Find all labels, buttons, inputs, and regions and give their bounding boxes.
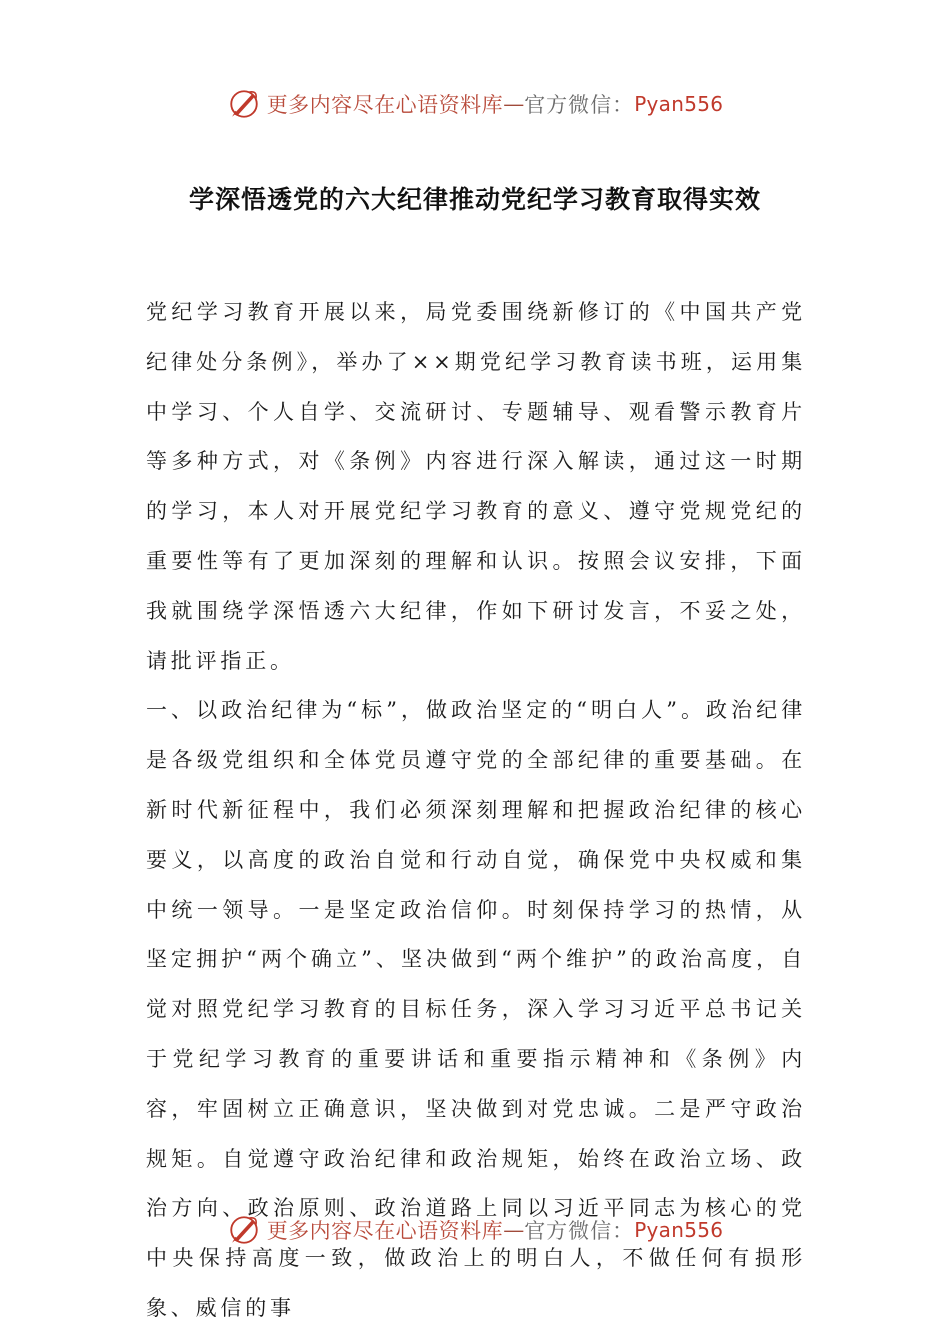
watermark-wechat-label: 官方微信： xyxy=(524,1219,635,1243)
watermark-site-name: 更多内容尽在心语资料库 xyxy=(266,93,504,117)
footer-watermark xyxy=(0,1208,950,1252)
watermark-dash: — xyxy=(503,1218,525,1242)
watermark-site-name: 更多内容尽在心语资料库 xyxy=(266,1219,504,1243)
watermark-wechat-id: Pyan556 xyxy=(634,1218,724,1242)
watermark-wechat-id: Pyan556 xyxy=(634,92,724,116)
header-watermark xyxy=(0,82,950,126)
paragraph-intro: 党纪学习教育开展以来，局党委围绕新修订的《中国共产党纪律处分条例》，举办了××期党纪学习教育读书班，运用集中学习、个人自学、交流研讨、专题辅导、观看警示教育片等多种方式，对《条例》内容进行深入解读，通过这一时期的学习，本人对开展党纪学习教育的意义、遵守党规党纪的重要性等有了更加深刻的理解和认识。按照会议安排，下面我就围绕学深悟透六大纪律，作如下研讨发言，不妥之处，请批评指正。 xyxy=(146,300,806,673)
document-body xyxy=(146,288,806,1334)
quill-pen-logo-icon xyxy=(227,1213,261,1247)
document-title: 学深悟透党的六大纪律推动党纪学习教育取得实效 xyxy=(188,185,761,214)
watermark-dash: — xyxy=(503,92,525,116)
quill-pen-logo-icon xyxy=(227,87,261,121)
paragraph-section-1: 一、以政治纪律为“标”，做政治坚定的“明白人”。政治纪律是各级党组织和全体党员遵守党的全部纪律的重要基础。在新时代新征程中，我们必须深刻理解和把握政治纪律的核心要义，以高度的政治自觉和行动自觉，确保党中央权威和集中统一领导。一是坚定政治信仰。时刻保持学习的热情，从坚定拥护“两个确立”、坚决做到“两个维护”的政治高度，自觉对照党纪学习教育的目标任务，深入学习习近平总书记关于党纪学习教育的重要讲话和重要指示精神和《条例》内容，牢固树立正确意识，坚决做到对党忠诚。二是严守政治规矩。自觉遵守政治纪律和政治规矩，始终在政治立场、政治方向、政治原则、政治道路上同以习近平同志为核心的党中央保持高度一致，做政治上的明白人，不做任何有损形象、威信的事 xyxy=(146,698,806,1320)
watermark-wechat-label: 官方微信： xyxy=(524,93,635,117)
